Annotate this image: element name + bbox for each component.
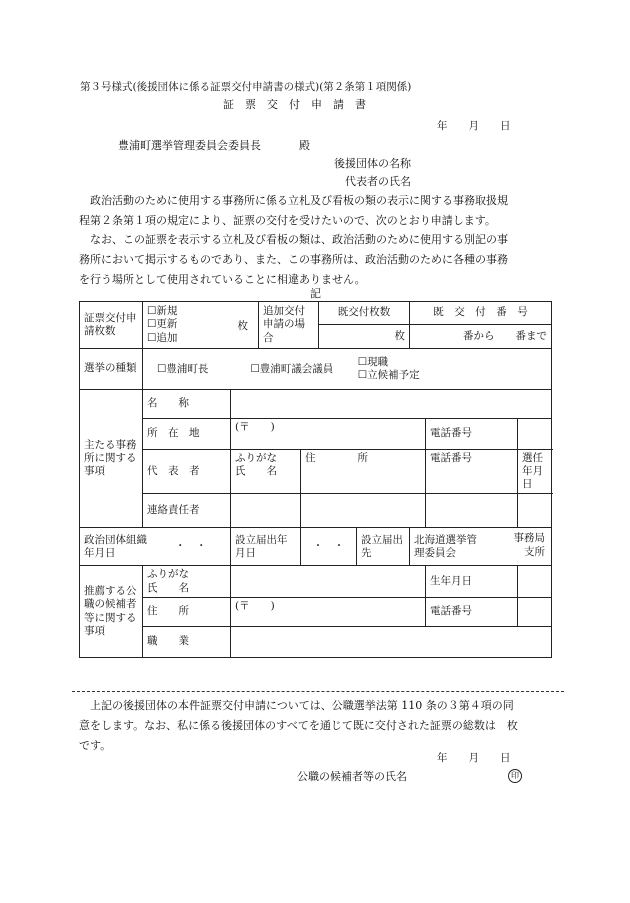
org-name-label: 後援団体の名称 bbox=[334, 157, 411, 170]
contact-field-3[interactable] bbox=[426, 494, 518, 528]
consent-line2: 意をします。なお、私に係る後援団体のすべてを通じて既に交付された証票の総数は 枚 bbox=[79, 719, 518, 732]
org-date-dots[interactable]: ・ ・ bbox=[175, 540, 207, 553]
office-phone-field[interactable] bbox=[518, 419, 552, 450]
registration-dest-field bbox=[410, 528, 552, 566]
existing-count-label: 既交付枚数 bbox=[319, 302, 410, 325]
office-phone-label: 電話番号 bbox=[426, 419, 518, 450]
org-date-text: 政治団体組織年月日 bbox=[84, 533, 147, 559]
candidate-name-label-bottom: 公職の候補者等の氏名 bbox=[297, 770, 407, 783]
office-postal-field[interactable]: (〒 ) bbox=[231, 419, 426, 450]
consent-date-line: 年 月 日 bbox=[437, 752, 511, 764]
birthdate-label: 生年月日 bbox=[426, 566, 518, 597]
para2-line2: 務所において掲示するものであり、また、この事務所は、政治活動のために各種の事務 bbox=[79, 253, 508, 266]
candidate-name-field[interactable] bbox=[231, 566, 426, 597]
existing-number-range[interactable]: 番から 番まで bbox=[410, 325, 552, 349]
office-name-label: 名 称 bbox=[143, 390, 231, 419]
contact-field-2[interactable] bbox=[301, 494, 426, 528]
honorific: 殿 bbox=[299, 139, 310, 152]
paragraph-1 bbox=[79, 191, 559, 231]
representative-label: 代 表 者 bbox=[143, 450, 231, 494]
issue-unit: 枚 bbox=[237, 320, 249, 332]
candidate-address-label: 住 所 bbox=[143, 597, 231, 626]
registration-date-field[interactable]: ・ ・ bbox=[301, 528, 357, 566]
checkbox-council[interactable]: ☐豊浦町議会議員 bbox=[250, 363, 334, 375]
org-date-label bbox=[80, 528, 231, 566]
additional-issue-label: 追加交付申請の場合 bbox=[259, 302, 319, 349]
date-line: 年 月 日 bbox=[437, 120, 511, 132]
candidate-name-label bbox=[143, 566, 231, 597]
existing-count-unit[interactable]: 枚 bbox=[319, 325, 410, 349]
checkbox-incumbent[interactable]: ☐現職 bbox=[357, 355, 389, 368]
para2-line1: なお、この証票を表示する立札及び看板の類は、政治活動のために使用する別記の事 bbox=[90, 233, 508, 246]
main-office-label: 主たる事務所に関する事項 bbox=[80, 390, 143, 528]
election-type-label: 選挙の種類 bbox=[80, 349, 143, 390]
candidate-phone-label: 電話番号 bbox=[426, 597, 518, 626]
contact-person-label: 連絡責任者 bbox=[143, 494, 231, 528]
para1-line1: 政治活動のために使用する事務所に係る立札及び看板の類の表示に関する事務取扱規 bbox=[90, 194, 508, 207]
form-title: 証 票 交 付 申 請 書 bbox=[223, 98, 366, 111]
seal-mark: 印 bbox=[508, 769, 522, 783]
checkbox-new[interactable]: ☐新規 bbox=[147, 305, 178, 318]
para1-line2: 程第２条第１項の規定により、証票の交付を受けたいので、次のとおり申請します。 bbox=[79, 214, 496, 227]
furigana-label: ふりがな bbox=[235, 452, 277, 464]
issue-type-options bbox=[143, 302, 259, 349]
checkbox-add[interactable]: ☐追加 bbox=[147, 331, 178, 344]
form-number: 第３号様式(後援団体に係る証票交付申請書の様式)(第２条第１項関係) bbox=[80, 81, 412, 93]
shimei-label: 氏 名 bbox=[235, 465, 277, 478]
application-table bbox=[79, 301, 552, 658]
office-name-field[interactable] bbox=[231, 390, 552, 419]
election-type-options bbox=[143, 349, 552, 390]
checkbox-mayor[interactable]: ☐豊浦町長 bbox=[157, 363, 209, 375]
appointment-date-label: 選任年月日 bbox=[518, 450, 552, 494]
addressee: 豊浦町選挙管理委員会委員長 bbox=[118, 139, 261, 152]
office-location-label: 所 在 地 bbox=[143, 419, 231, 450]
committee-name: 北海道選挙管理委員会 bbox=[414, 533, 478, 559]
issue-count-label: 証票交付申請枚数 bbox=[80, 302, 143, 349]
occupation-field[interactable] bbox=[231, 626, 552, 657]
consent-line1: 上記の後援団体の本件証票交付申請については、公職選挙法第 110 条の３第４項の同 bbox=[90, 699, 514, 712]
representative-address-label: 住 所 bbox=[301, 450, 426, 494]
consent-line3: です。 bbox=[79, 739, 112, 752]
ki-label: 記 bbox=[310, 287, 321, 300]
office-suffix: 事務局支所 bbox=[513, 532, 546, 558]
rep-name-label: 代表者の氏名 bbox=[345, 175, 411, 188]
paragraph-2 bbox=[79, 230, 559, 290]
existing-number-label: 既 交 付 番 号 bbox=[410, 302, 552, 325]
seal-icon bbox=[508, 769, 522, 783]
contact-field-1[interactable] bbox=[231, 494, 301, 528]
consent-paragraph bbox=[79, 696, 559, 756]
candidate-furigana-label: ふりがな bbox=[147, 568, 189, 581]
contact-field-4[interactable] bbox=[518, 494, 552, 528]
occupation-label: 職 業 bbox=[143, 626, 231, 657]
birthdate-field[interactable] bbox=[518, 566, 552, 597]
candidate-postal-field[interactable]: (〒 ) bbox=[231, 597, 426, 626]
representative-phone-label: 電話番号 bbox=[426, 450, 518, 494]
registration-date-label: 設立届出年月日 bbox=[231, 528, 301, 566]
representative-name-label bbox=[231, 450, 301, 494]
para2-line3: を行う場所として使用されていることに相違ありません。 bbox=[79, 273, 366, 286]
dashed-separator bbox=[72, 691, 564, 692]
candidate-label: 推薦する公職の候補者等に関する事項 bbox=[80, 566, 143, 657]
candidate-phone-field[interactable] bbox=[518, 597, 552, 626]
checkbox-planned[interactable]: ☐立候補予定 bbox=[357, 369, 420, 381]
registration-dest-label: 設立届出先 bbox=[357, 528, 410, 566]
checkbox-renew[interactable]: ☐更新 bbox=[147, 318, 178, 331]
candidate-shimei-label: 氏 名 bbox=[147, 581, 189, 594]
